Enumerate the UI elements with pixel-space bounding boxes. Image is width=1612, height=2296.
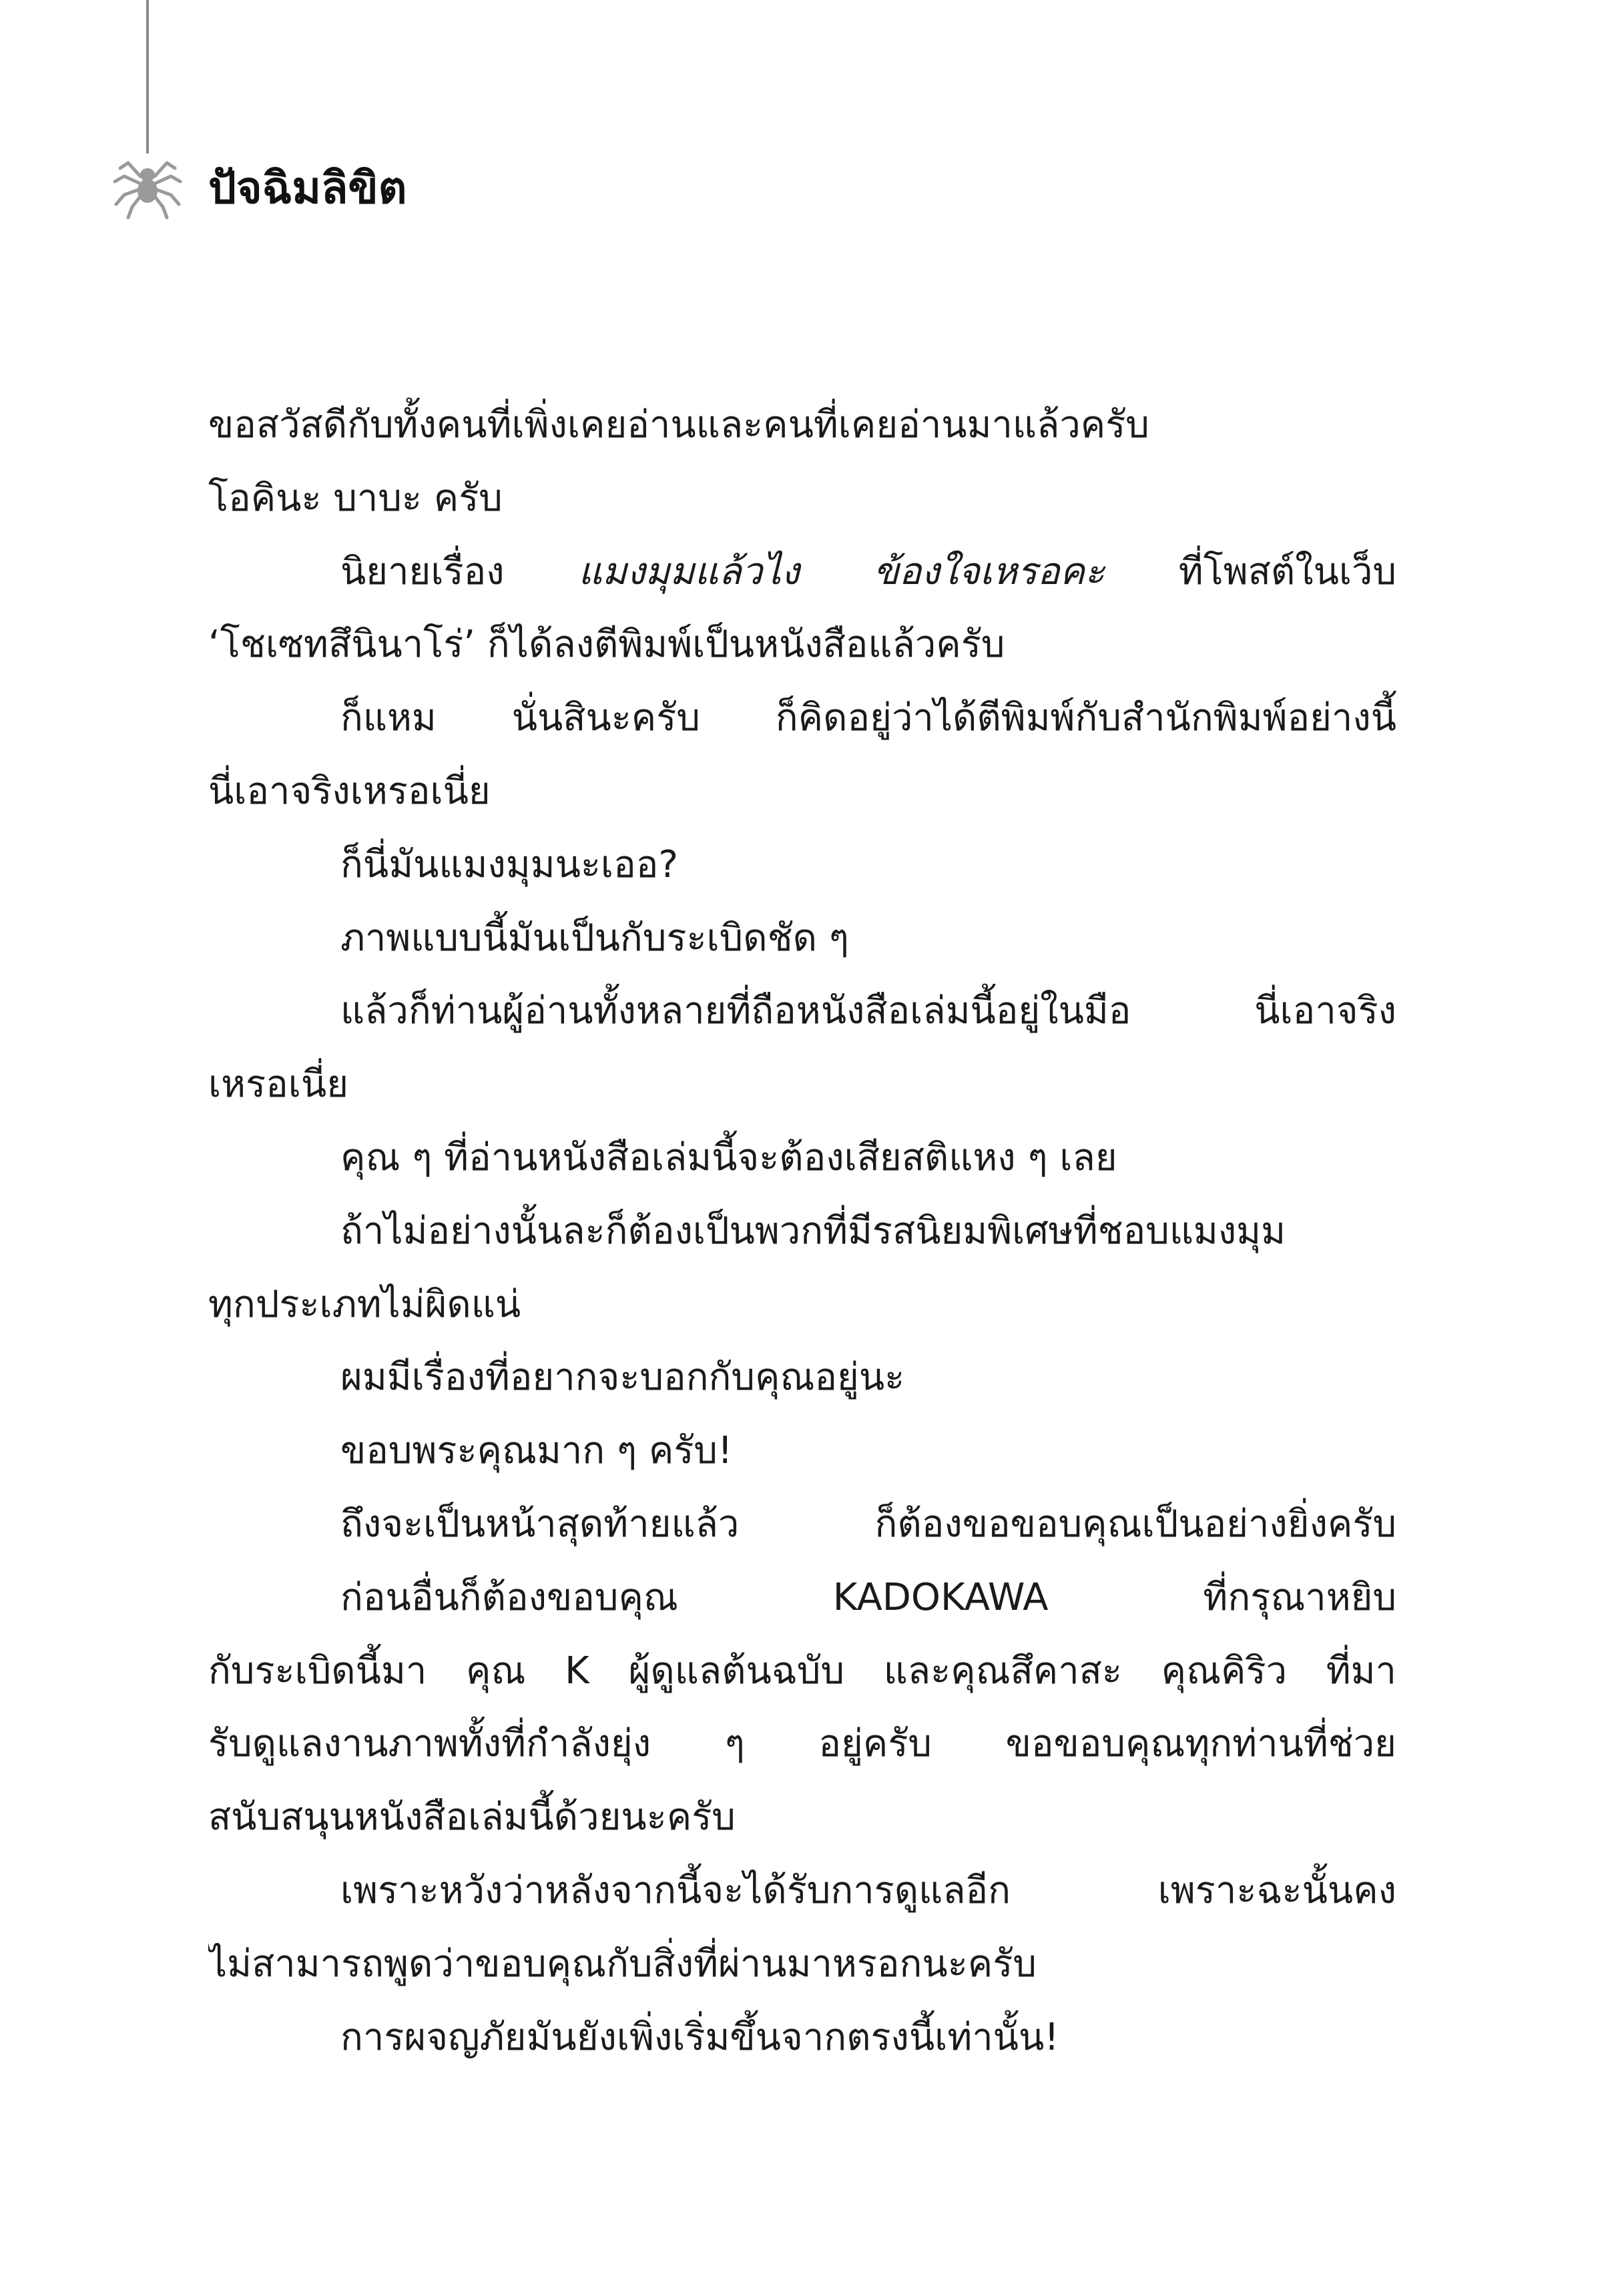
text-line: สนับสนุนหนังสือเล่มนี้ด้วยนะครับ	[208, 1795, 736, 1839]
text-run: นิยายเรื่อง	[340, 549, 579, 593]
text-line: เพราะหวังว่าหลังจากนี้จะได้รับการดูแลอีก เพราะฉะนั้นคง	[340, 1868, 1396, 1912]
text-line: ก่อนอื่นก็ต้องขอบคุณ KADOKAWA ที่กรุณาหยิบ	[340, 1575, 1396, 1619]
text-line: ก็นี่มันแมงมุมนะเออ?	[340, 842, 679, 886]
spider-icon	[111, 148, 184, 222]
text-line: ทุกประเภทไม่ผิดแน่	[208, 1282, 521, 1326]
text-line: โอคินะ บาบะ ครับ	[208, 476, 503, 520]
text-line: ภาพแบบนี้มันเป็นกับระเบิดชัด ๆ	[340, 916, 849, 960]
text-line: ผมมีเรื่องที่อยากจะบอกกับคุณอยู่นะ	[340, 1356, 905, 1400]
text-line: รับดูแลงานภาพทั้งที่กำลังยุ่ง ๆ อยู่ครับ ขอขอบคุณทุกท่านที่ช่วย	[208, 1722, 1396, 1766]
text-line: ‘โชเซทสึนินาโร่’ ก็ได้ลงตีพิมพ์เป็นหนังสือแล้วครับ	[208, 623, 1005, 667]
spider-thread	[146, 0, 149, 154]
text-line: ขอสวัสดีกับทั้งคนที่เพิ่งเคยอ่านและคนที่เคยอ่านมาแล้วครับ	[208, 403, 1149, 447]
text-line: ถึงจะเป็นหน้าสุดท้ายแล้ว ก็ต้องขอขอบคุณเป็นอย่างยิ่งครับ	[340, 1502, 1396, 1546]
text-line: เหรอเนี่ย	[208, 1063, 348, 1107]
text-line: คุณ ๆ ที่อ่านหนังสือเล่มนี้จะต้องเสียสติแหง ๆ เลย	[340, 1135, 1117, 1179]
text-line: แล้วก็ท่านผู้อ่านทั้งหลายที่ถือหนังสือเล่มนี้อยู่ในมือ นี่เอาจริง	[340, 989, 1396, 1033]
text-line: ก็แหม นั่นสินะครับ ก็คิดอยู่ว่าได้ตีพิมพ์กับสำนักพิมพ์อย่างนี้	[340, 696, 1396, 740]
chapter-title: ปัจฉิมลิขิต	[208, 162, 407, 214]
text-line: ไม่สามารถพูดว่าขอบคุณกับสิ่งที่ผ่านมาหรอกนะครับ	[208, 1942, 1037, 1986]
text-line: การผจญภัยมันยังเพิ่งเริ่มขึ้นจากตรงนี้เท่านั้น!	[340, 2015, 1059, 2059]
text-line: กับระเบิดนี้มา คุณ K ผู้ดูแลต้นฉบับ และคุณสึคาสะ คุณคิริว ที่มา	[208, 1649, 1396, 1693]
text-line: นี่เอาจริงเหรอเนี่ย	[208, 769, 491, 813]
text-line: ขอบพระคุณมาก ๆ ครับ!	[340, 1429, 733, 1473]
text-line: ถ้าไม่อย่างนั้นละก็ต้องเป็นพวกที่มีรสนิยมพิเศษที่ชอบแมงมุม	[340, 1209, 1286, 1253]
text-run: ที่โพสต์ในเว็บ	[1105, 549, 1396, 593]
text-line	[208, 535, 1396, 609]
novel-title: แมงมุมแล้วไง ข้องใจเหรอคะ	[578, 549, 1105, 593]
body-text	[208, 388, 1396, 2074]
